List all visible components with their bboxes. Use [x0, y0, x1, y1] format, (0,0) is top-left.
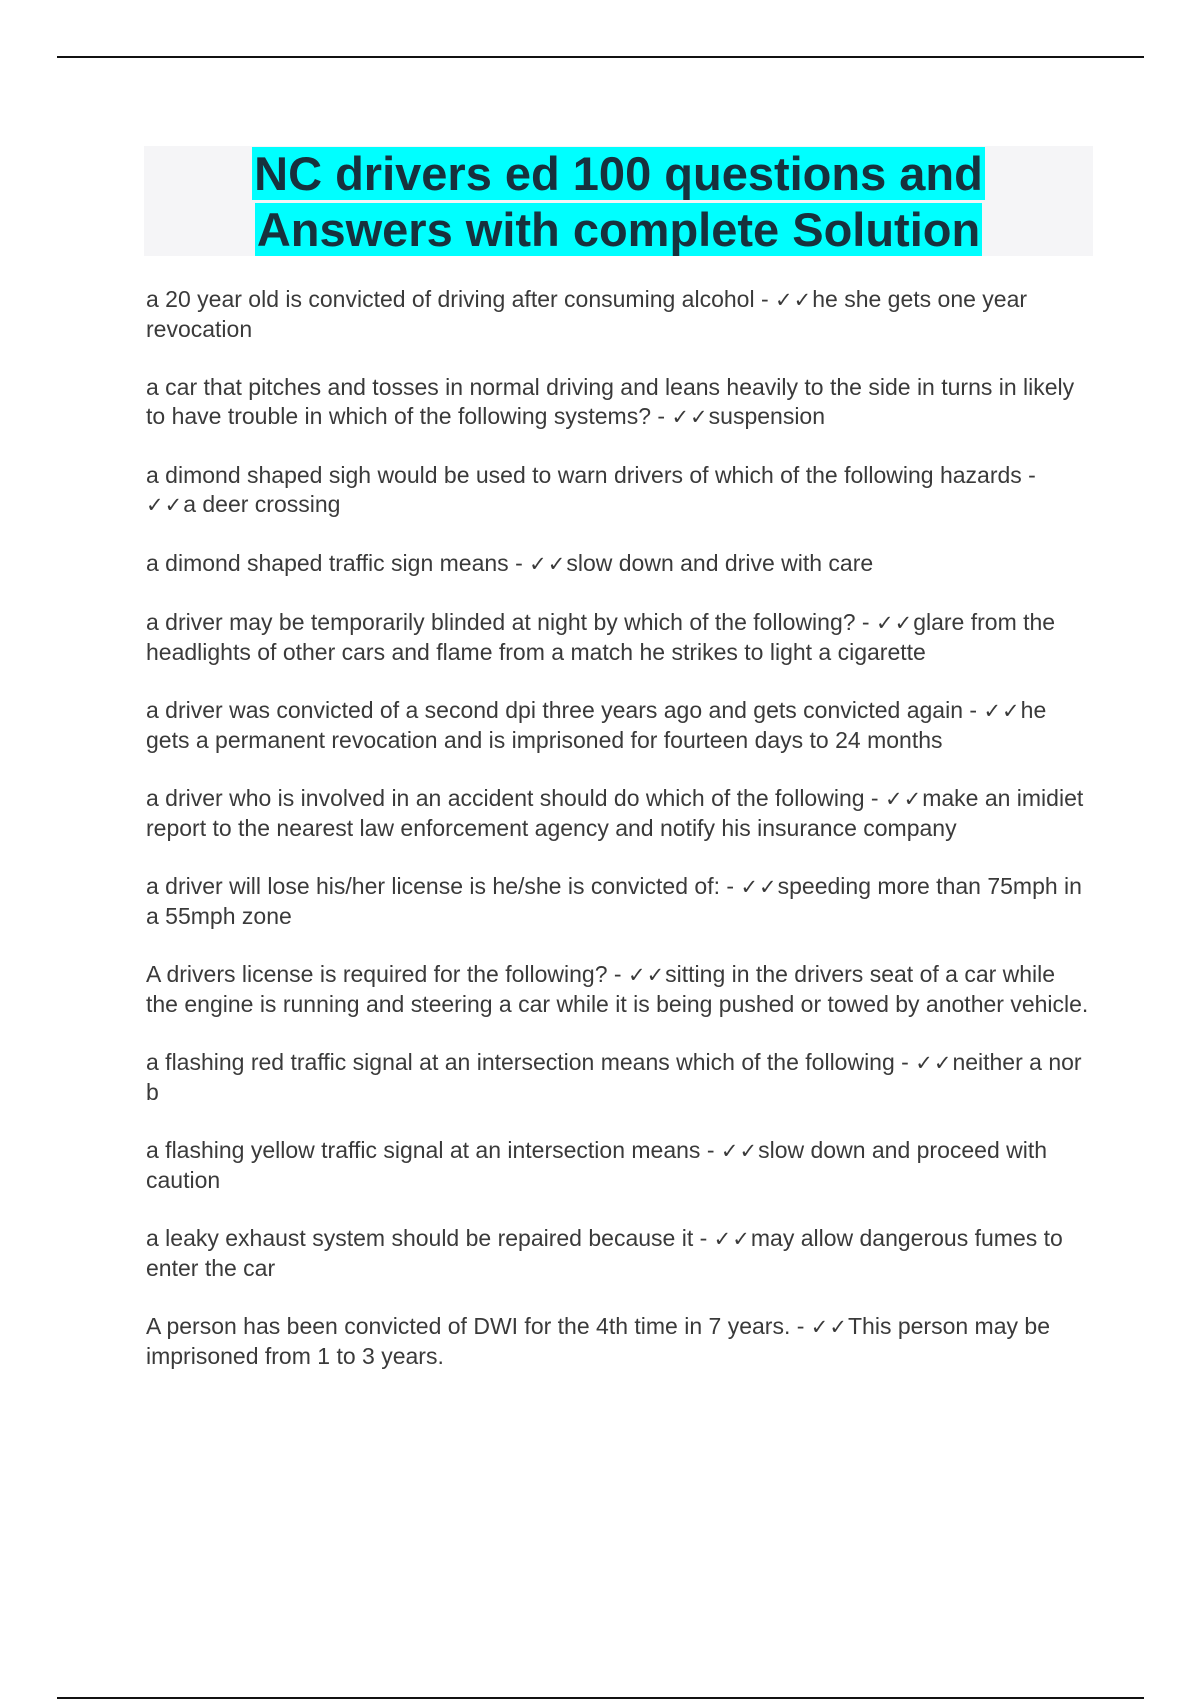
double-check-icon: ✓✓: [720, 1139, 759, 1163]
qa-item: [146, 608, 1091, 667]
question-text: a flashing red traffic signal at an intersection means which of the following: [146, 1049, 895, 1075]
answer-text: neither a nor b: [146, 1049, 1082, 1105]
double-check-icon: ✓✓: [146, 493, 184, 517]
separator: -: [607, 961, 628, 987]
qa-item: [146, 696, 1091, 755]
double-check-icon: ✓✓: [876, 611, 914, 635]
answer-text: slow down and proceed with caution: [146, 1137, 1048, 1193]
qa-item: [146, 872, 1091, 931]
title-line-1: NC drivers ed 100 questions and: [254, 147, 983, 200]
question-text: a driver will lose his/her license is he/she is convicted of:: [146, 873, 720, 899]
separator: -: [894, 1049, 916, 1075]
qa-item: [146, 285, 1091, 344]
answer-text: he she gets one year revocation: [146, 286, 1028, 342]
qa-list: [146, 285, 1091, 1400]
double-check-icon: ✓✓: [529, 552, 567, 576]
answer-text: make an imidiet report to the nearest law enforcement agency and notify his insurance company: [146, 785, 1084, 841]
double-check-icon: ✓✓: [983, 699, 1021, 723]
question-text: a 20 year old is convicted of driving after consuming alcohol: [146, 286, 755, 312]
separator: -: [864, 785, 885, 811]
qa-item: [146, 461, 1091, 520]
answer-text: This person may be imprisoned from 1 to 3 years.: [146, 1313, 1050, 1369]
separator: -: [963, 697, 984, 723]
question-text: a leaky exhaust system should be repaired because it: [146, 1225, 694, 1251]
top-rule: [57, 56, 1144, 58]
separator: -: [855, 609, 876, 635]
answer-text: a deer crossing: [183, 491, 341, 517]
separator: -: [651, 403, 672, 429]
answer-text: he gets a permanent revocation and is imprisoned for fourteen days to 24 months: [146, 697, 1047, 753]
question-text: a dimond shaped sigh would be used to warn drivers of which of the following hazards: [146, 462, 1022, 488]
double-check-icon: ✓✓: [775, 288, 813, 312]
document-title: [0, 146, 1200, 258]
double-check-icon: ✓✓: [740, 875, 778, 899]
qa-item: [146, 1312, 1091, 1371]
separator: -: [508, 550, 530, 576]
separator: -: [1021, 462, 1036, 488]
qa-item: [146, 1048, 1091, 1107]
question-text: a driver was convicted of a second dpi three years ago and gets convicted again: [146, 697, 963, 723]
double-check-icon: ✓✓: [627, 963, 666, 987]
question-text: a flashing yellow traffic signal at an intersection means: [146, 1137, 701, 1163]
double-check-icon: ✓✓: [671, 405, 709, 429]
bottom-rule: [57, 1697, 1144, 1699]
answer-text: glare from the headlights of other cars and flame from a match he strikes to light a cigarette: [146, 609, 1056, 665]
separator: -: [719, 873, 741, 899]
separator: -: [693, 1225, 714, 1251]
double-check-icon: ✓✓: [884, 787, 923, 811]
separator: -: [700, 1137, 721, 1163]
answer-text: slow down and drive with care: [566, 550, 874, 576]
answer-text: speeding more than 75mph in a 55mph zone: [146, 873, 1082, 929]
answer-text: suspension: [708, 403, 826, 429]
qa-item: [146, 784, 1091, 843]
answer-text: may allow dangerous fumes to enter the car: [146, 1225, 1063, 1281]
double-check-icon: ✓✓: [713, 1227, 751, 1251]
qa-item: [146, 1224, 1091, 1283]
question-text: a dimond shaped traffic sign means: [146, 550, 509, 576]
qa-item: [146, 1136, 1091, 1195]
separator: -: [754, 286, 776, 312]
question-text: a driver who is involved in an accident should do which of the following: [146, 785, 865, 811]
question-text: A drivers license is required for the following?: [146, 961, 608, 987]
double-check-icon: ✓✓: [915, 1051, 953, 1075]
double-check-icon: ✓✓: [810, 1315, 848, 1339]
separator: -: [790, 1313, 811, 1339]
question-text: A person has been convicted of DWI for the 4th time in 7 years.: [146, 1313, 791, 1339]
qa-item: [146, 549, 1091, 579]
qa-item: [146, 373, 1091, 432]
qa-item: [146, 960, 1091, 1019]
question-text: a car that pitches and tosses in normal driving and leans heavily to the side in turns in likely to have trouble in which of the following systems?: [146, 374, 1075, 429]
answer-text: sitting in the drivers seat of a car while the engine is running and steering a car while it is being pushed or towed by another vehicle.: [146, 961, 1089, 1017]
title-line-2: Answers with complete Solution: [256, 203, 981, 256]
question-text: a driver may be temporarily blinded at night by which of the following?: [146, 609, 856, 635]
